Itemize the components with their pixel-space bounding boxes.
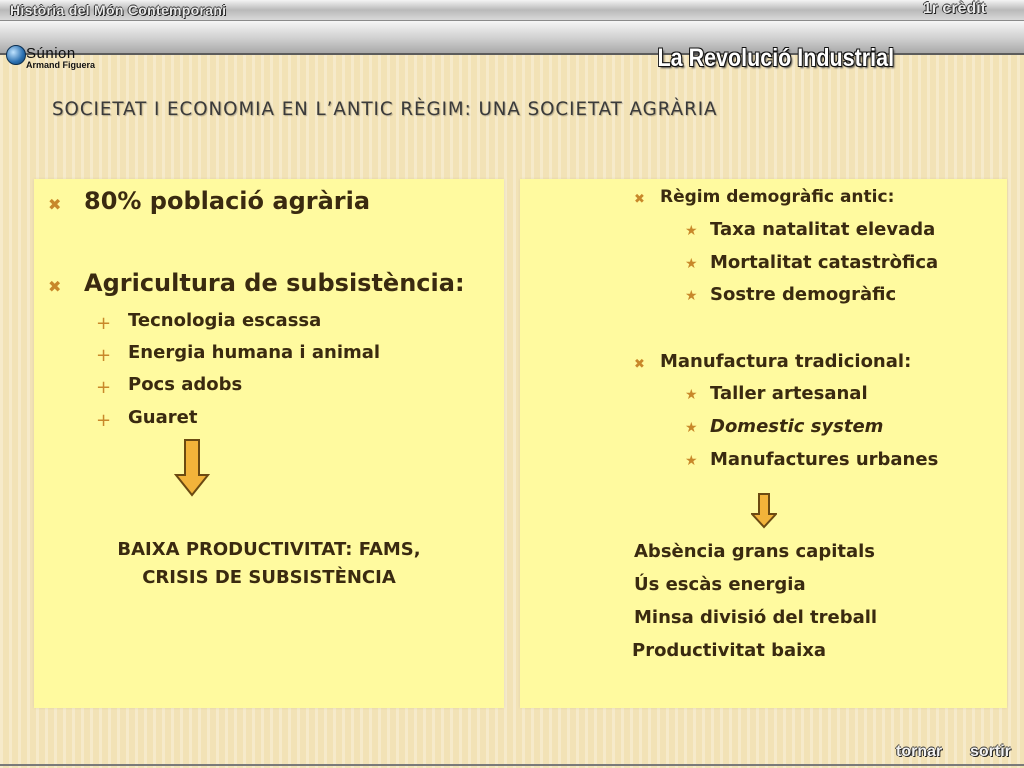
sub-item: Pocs adobs: [128, 374, 243, 395]
sub-item: Taxa natalitat elevada: [710, 219, 936, 240]
logo-author: Armand Figuera: [26, 60, 96, 70]
plus-icon: +: [96, 410, 112, 431]
bullet-agriculture: Agricultura de subsistència:: [84, 269, 465, 297]
publisher-logo: [6, 45, 116, 71]
sub-item: Sostre demogràfic: [710, 284, 897, 305]
plus-icon: +: [96, 313, 112, 334]
result-line: CRISIS DE SUBSISTÈNCIA: [142, 567, 396, 588]
star-icon: ★: [685, 387, 698, 403]
bullet-population: 80% població agrària: [84, 187, 371, 215]
exit-button[interactable]: sortir: [970, 743, 1011, 760]
conclusion-item: Ús escàs energia: [634, 574, 806, 595]
sub-item: Energia humana i animal: [128, 342, 381, 363]
conclusion-item: Minsa divisió del treball: [634, 607, 878, 628]
top-title-bar: [0, 0, 1024, 21]
conclusion-item: Productivitat baixa: [632, 640, 827, 661]
sub-item: Mortalitat catastròfica: [710, 252, 939, 273]
left-panel: [34, 179, 504, 708]
star-icon: ★: [685, 453, 698, 469]
footer-divider: [0, 764, 1024, 766]
result-line: BAIXA PRODUCTIVITAT: FAMS,: [117, 539, 421, 560]
right-panel: [520, 179, 1007, 708]
back-button[interactable]: tornar: [896, 743, 943, 760]
credit-label: 1r crèdit: [922, 0, 986, 17]
x-mark-icon: ✖: [48, 277, 62, 296]
sub-item: Taller artesanal: [710, 383, 868, 404]
plus-icon: +: [96, 345, 112, 366]
unit-title: La Revolució Industrial: [657, 44, 894, 72]
course-title: Història del Món Contemporani: [10, 2, 227, 18]
x-mark-icon: ✖: [48, 195, 62, 214]
arrow-down-icon: [751, 493, 777, 529]
x-mark-icon: ✖: [634, 357, 645, 372]
sub-item: Guaret: [128, 407, 198, 428]
globe-icon: [6, 45, 26, 65]
star-icon: ★: [685, 420, 698, 436]
sub-item: Manufactures urbanes: [710, 449, 939, 470]
x-mark-icon: ✖: [634, 192, 645, 207]
sub-item: Domestic system: [710, 416, 884, 437]
bullet-demographic: Règim demogràfic antic:: [660, 187, 895, 207]
slide-heading: SOCIETAT I ECONOMIA EN L’ANTIC RÈGIM: UNA SOCIETAT AGRÀRIA: [52, 98, 718, 120]
plus-icon: +: [96, 377, 112, 398]
sub-item: Tecnologia escassa: [128, 310, 322, 331]
logo-name: Súnion: [26, 45, 76, 62]
bullet-manufacture: Manufactura tradicional:: [660, 351, 912, 372]
star-icon: ★: [685, 256, 698, 272]
arrow-down-icon: [174, 439, 210, 497]
star-icon: ★: [685, 288, 698, 304]
conclusion-item: Absència grans capitals: [634, 541, 876, 562]
star-icon: ★: [685, 223, 698, 239]
top-unit-bar: [0, 21, 1024, 72]
